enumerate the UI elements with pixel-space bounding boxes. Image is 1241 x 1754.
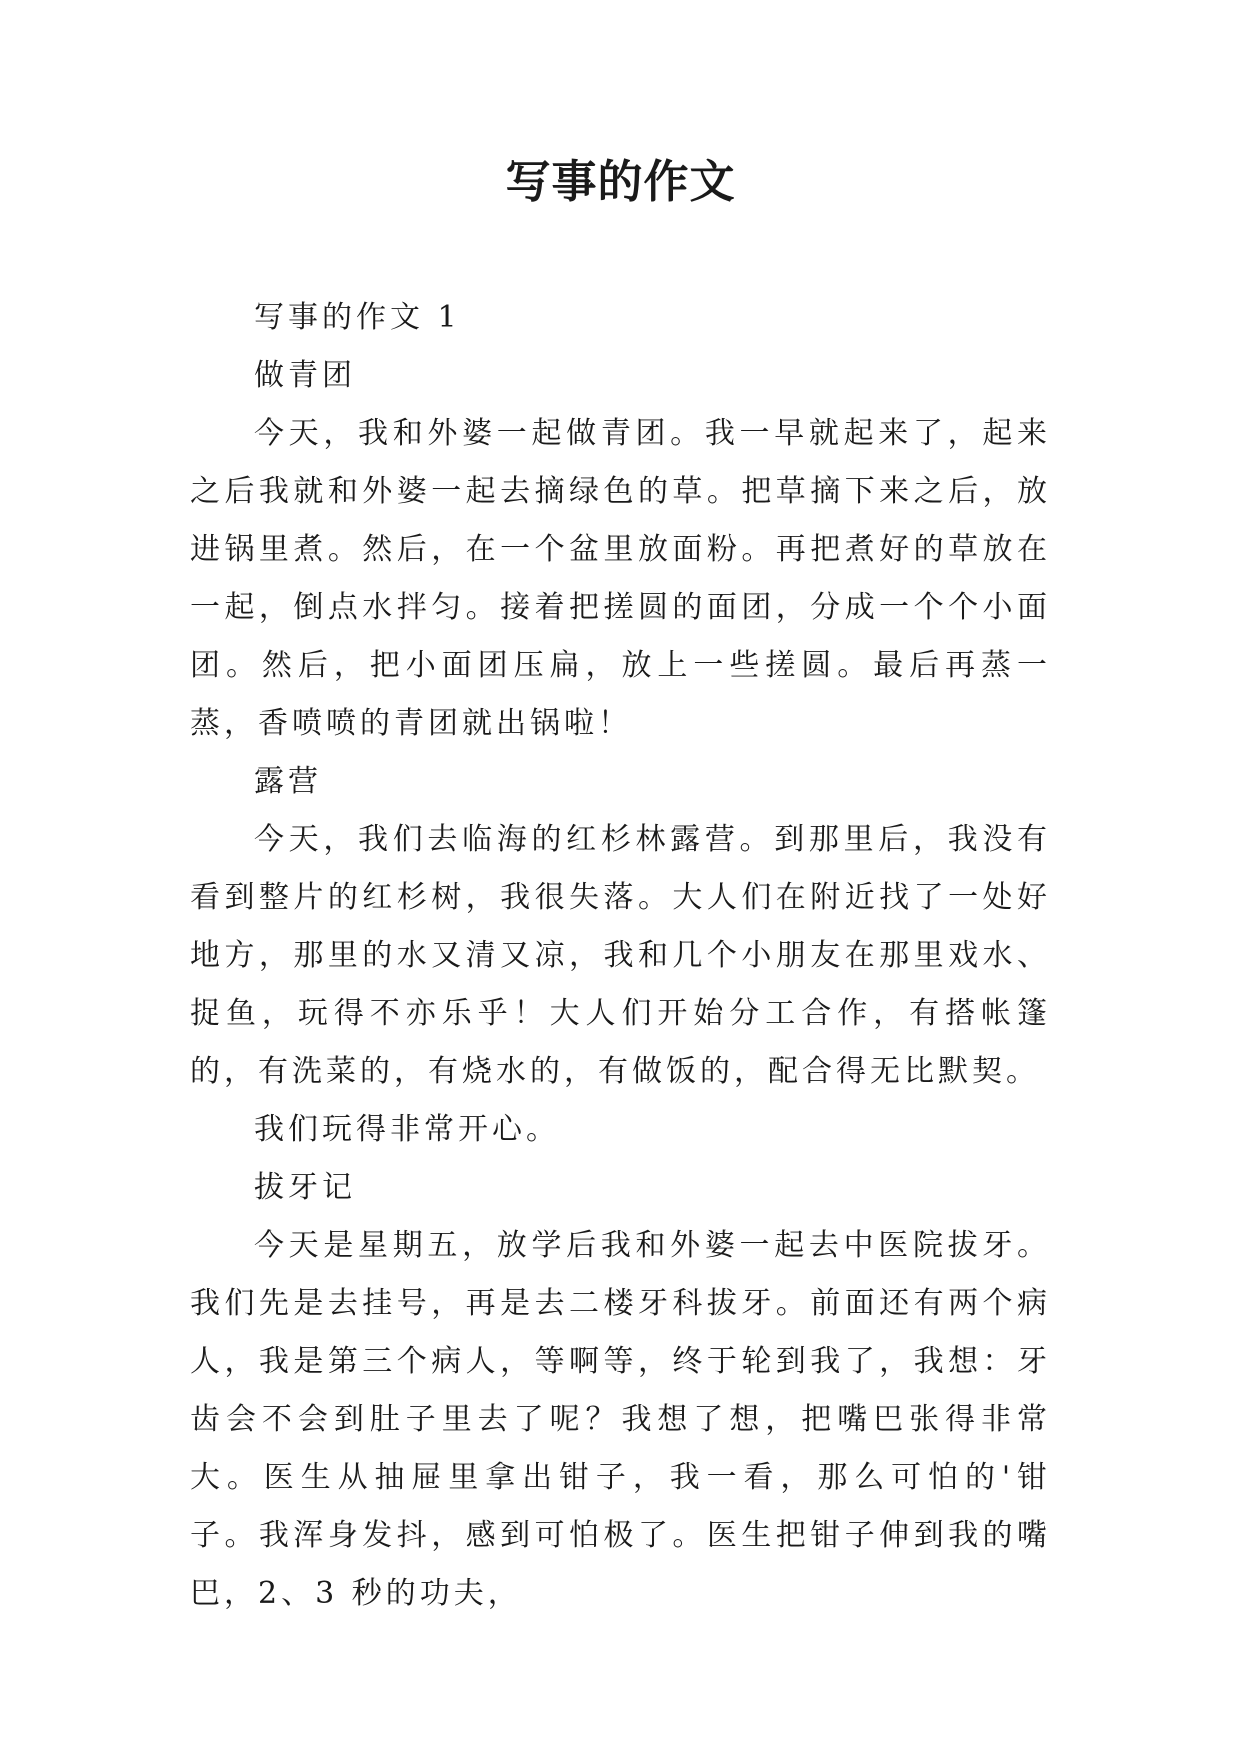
section-title-qingtuan: 做青团 [254,358,356,393]
paragraph-camping-end: 我们玩得非常开心。 [254,1112,560,1147]
section-title-camping: 露营 [254,764,322,799]
essay-heading: 写事的作文 1 [254,300,461,335]
paragraph-tooth: 今天是星期五，放学后我和外婆一起去中医院拔牙。我们先是去挂号，再是去二楼牙科拔牙。前面还有两个病人，我是第三个病人，等啊等，终于轮到我了，我想：牙齿会不会到肚子里去了呢？我想了想，把嘴巴张得非常大。医生从抽屉里拿出钳子，我一看，那么可怕的'钳子。我浑身发抖，感到可怕极了。医生把钳子伸到我的嘴巴，2、3 秒的功夫， [190,1228,1051,1611]
document-body [190,289,1051,1623]
section-title-tooth: 拔牙记 [254,1170,356,1205]
paragraph-camping: 今天，我们去临海的红杉林露营。到那里后，我没有看到整片的红杉树，我很失落。大人们在附近找了一处好地方，那里的水又清又凉，我和几个小朋友在那里戏水、捉鱼，玩得不亦乐乎！大人们开始分工合作，有搭帐篷的，有洗菜的，有烧水的，有做饭的，配合得无比默契。 [190,822,1051,1089]
paragraph-qingtuan: 今天，我和外婆一起做青团。我一早就起来了，起来之后我就和外婆一起去摘绿色的草。把草摘下来之后，放进锅里煮。然后，在一个盆里放面粉。再把煮好的草放在一起，倒点水拌匀。接着把搓圆的面团，分成一个个小面团。然后，把小面团压扁，放上一些搓圆。最后再蒸一蒸，香喷喷的青团就出锅啦！ [190,416,1051,741]
document-title: 写事的作文 [505,155,736,208]
